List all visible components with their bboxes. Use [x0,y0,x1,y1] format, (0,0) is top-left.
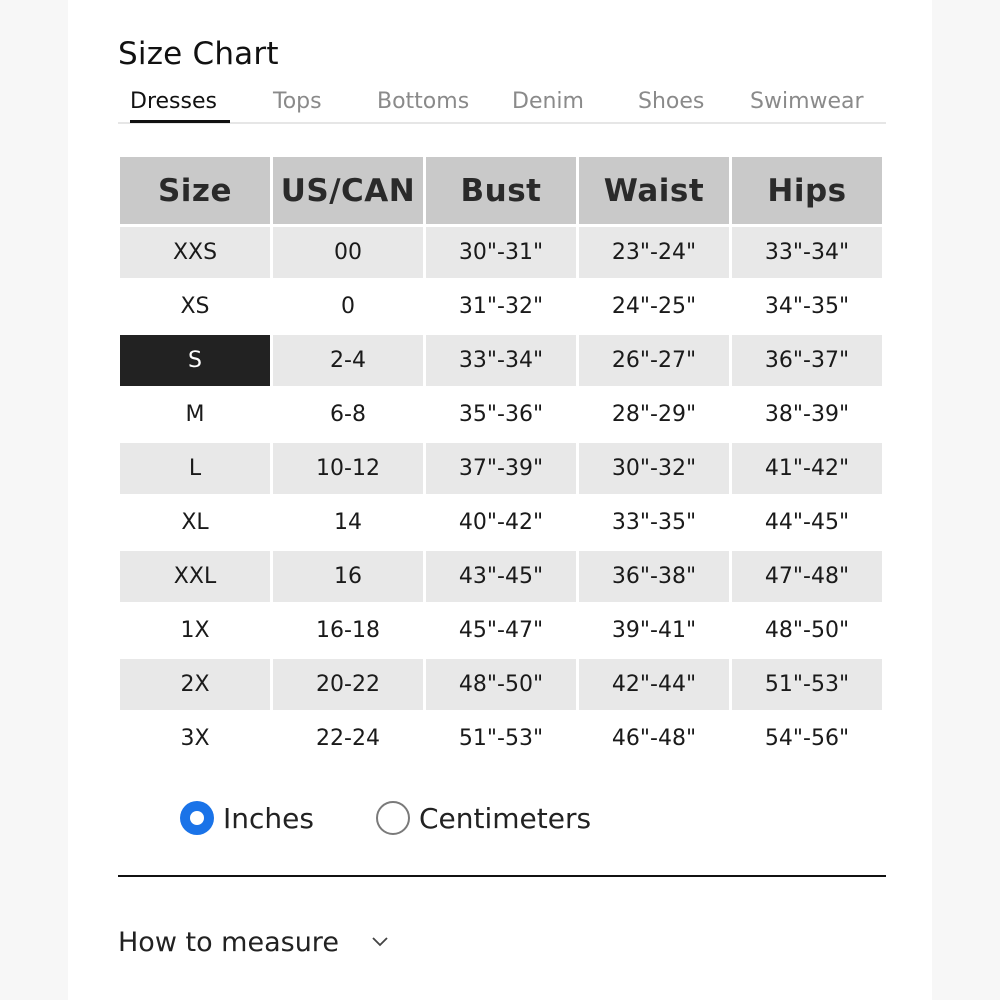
cell-waist: 46"-48" [579,713,729,764]
cell-waist: 33"-35" [579,497,729,548]
inches-option[interactable] [180,796,314,840]
section-divider [118,875,886,877]
cell-hips: 54"-56" [732,713,882,764]
header-bust: Bust [426,157,576,224]
table-row [120,281,882,332]
cell-waist: 28"-29" [579,389,729,440]
page-title: Size Chart [118,36,279,72]
cell-waist: 42"-44" [579,659,729,710]
centimeters-label: Centimeters [419,801,592,835]
cell-bust: 40"-42" [426,497,576,548]
cell-waist: 36"-38" [579,551,729,602]
cell-waist: 26"-27" [579,335,729,386]
cell-waist: 30"-32" [579,443,729,494]
cell-us-can: 14 [273,497,423,548]
header-size: Size [120,157,270,224]
cell-bust: 30"-31" [426,227,576,278]
cell-us-can: 22-24 [273,713,423,764]
cell-us-can: 00 [273,227,423,278]
table-row [120,551,882,602]
table-row [120,497,882,548]
centimeters-radio[interactable] [376,801,410,835]
inches-radio[interactable] [180,801,214,835]
cell-hips: 44"-45" [732,497,882,548]
tab-tops[interactable]: Tops [273,89,322,114]
cell-size[interactable]: XXS [120,227,270,278]
cell-bust: 45"-47" [426,605,576,656]
cell-bust: 37"-39" [426,443,576,494]
cell-hips: 34"-35" [732,281,882,332]
category-tabs [118,86,886,124]
cell-hips: 51"-53" [732,659,882,710]
table-row [120,443,882,494]
cell-us-can: 10-12 [273,443,423,494]
cell-size[interactable]: M [120,389,270,440]
cell-hips: 36"-37" [732,335,882,386]
cell-bust: 31"-32" [426,281,576,332]
cell-us-can: 16 [273,551,423,602]
header-hips: Hips [732,157,882,224]
cell-bust: 33"-34" [426,335,576,386]
cell-size[interactable]: XL [120,497,270,548]
chevron-down-icon[interactable] [371,936,389,948]
header-waist: Waist [579,157,729,224]
cell-bust: 48"-50" [426,659,576,710]
how-to-measure-toggle[interactable] [118,922,389,962]
cell-bust: 35"-36" [426,389,576,440]
table-row [120,659,882,710]
tab-shoes[interactable]: Shoes [638,89,705,114]
size-table [117,154,885,767]
cell-size[interactable]: XS [120,281,270,332]
cell-hips: 38"-39" [732,389,882,440]
tab-swimwear[interactable]: Swimwear [750,89,864,114]
cell-hips: 47"-48" [732,551,882,602]
cell-size[interactable]: L [120,443,270,494]
cell-hips: 41"-42" [732,443,882,494]
table-header-row [120,157,882,224]
cell-bust: 43"-45" [426,551,576,602]
cell-waist: 39"-41" [579,605,729,656]
how-to-measure-label: How to measure [118,926,339,958]
cell-waist: 23"-24" [579,227,729,278]
tab-bottoms[interactable]: Bottoms [377,89,470,114]
cell-us-can: 0 [273,281,423,332]
cell-size[interactable]: 3X [120,713,270,764]
cell-size-selected[interactable]: S [120,335,270,386]
table-row [120,227,882,278]
cell-us-can: 2-4 [273,335,423,386]
table-row [120,389,882,440]
table-body [120,227,882,764]
cell-hips: 33"-34" [732,227,882,278]
table-row [120,335,882,386]
tab-dresses[interactable]: Dresses [130,86,230,123]
cell-size[interactable]: 2X [120,659,270,710]
centimeters-option[interactable] [376,796,591,840]
table-row [120,713,882,764]
cell-size[interactable]: 1X [120,605,270,656]
cell-hips: 48"-50" [732,605,882,656]
tab-denim[interactable]: Denim [512,89,584,114]
cell-size[interactable]: XXL [120,551,270,602]
cell-us-can: 6-8 [273,389,423,440]
header-us-can: US/CAN [273,157,423,224]
cell-bust: 51"-53" [426,713,576,764]
inches-label: Inches [223,801,314,835]
cell-waist: 24"-25" [579,281,729,332]
cell-us-can: 16-18 [273,605,423,656]
table-row [120,605,882,656]
cell-us-can: 20-22 [273,659,423,710]
